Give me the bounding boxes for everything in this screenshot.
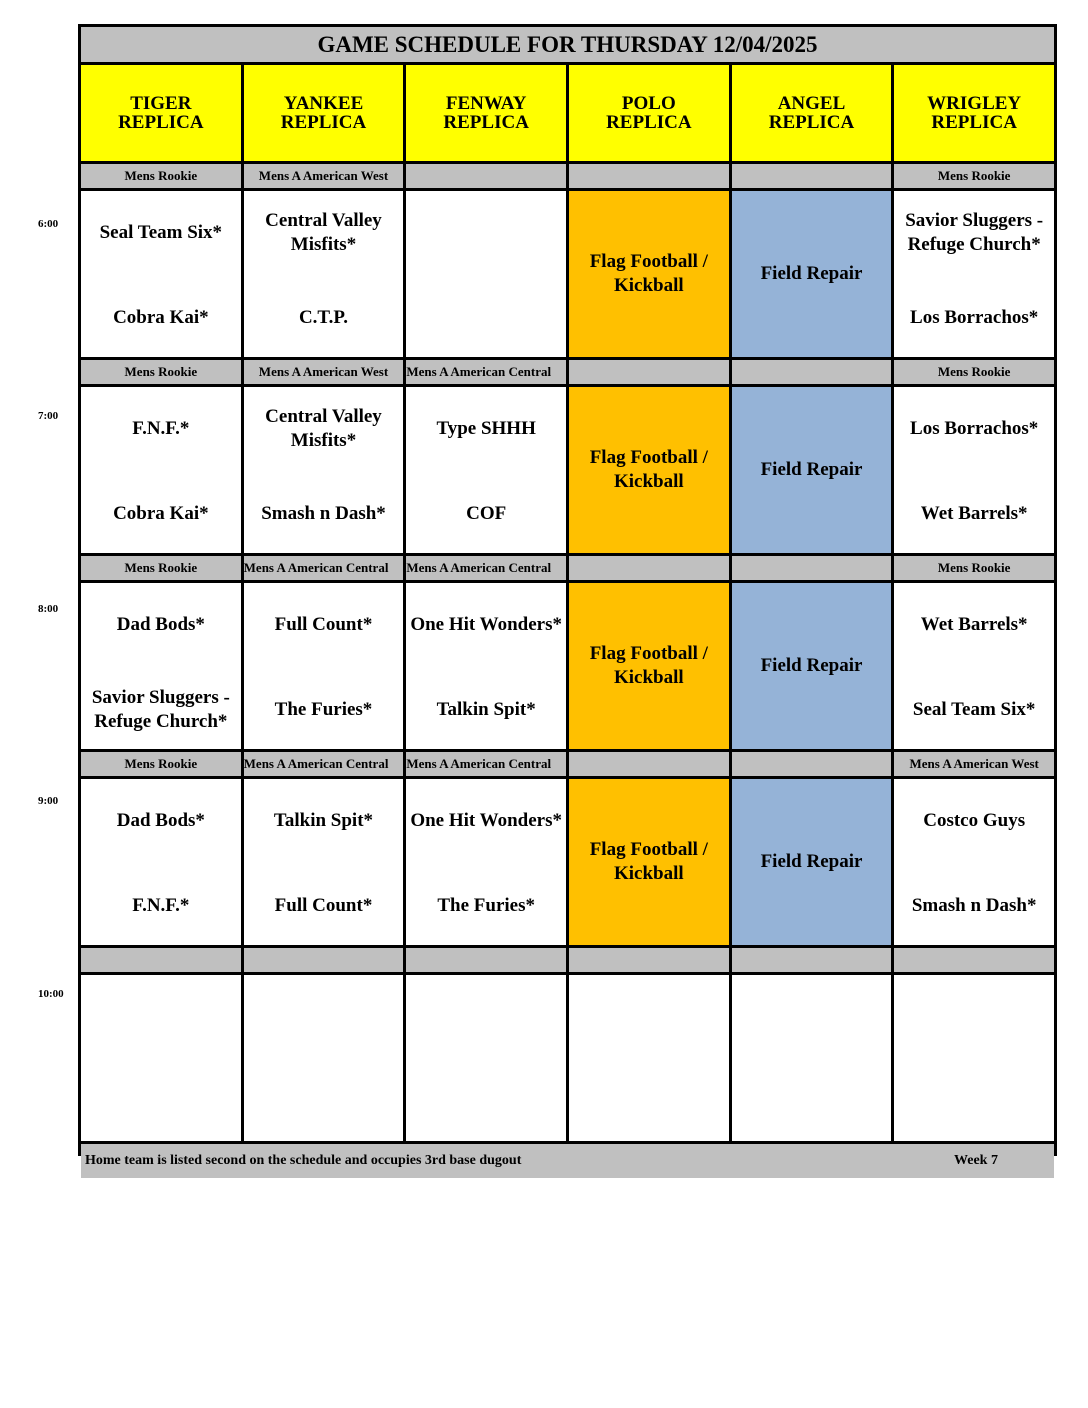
empty-game-cell xyxy=(81,975,241,1141)
field-subtitle: REPLICA xyxy=(768,112,855,133)
field-header-tiger xyxy=(81,65,241,161)
division-label: Mens A American West xyxy=(244,360,404,384)
division-label-empty xyxy=(81,948,241,972)
empty-game-cell xyxy=(406,975,566,1141)
home-team: Los Borrachos* xyxy=(910,306,1039,328)
field-header-polo xyxy=(569,65,729,161)
field-header-angel xyxy=(732,65,892,161)
field-header-wrigley xyxy=(894,65,1054,161)
division-label xyxy=(569,164,729,188)
field-subtitle: REPLICA xyxy=(606,112,692,133)
time-label: 7:00 xyxy=(38,410,59,422)
field-subtitle: REPLICA xyxy=(280,112,367,133)
away-team: One Hit Wonders* xyxy=(410,613,562,635)
division-label: Mens A American Central xyxy=(244,752,404,776)
division-label-empty xyxy=(244,948,404,972)
division-label xyxy=(732,556,892,580)
away-team: Seal Team Six* xyxy=(99,221,223,243)
game-cell xyxy=(244,583,404,749)
division-label: Mens A American Central xyxy=(406,360,566,384)
home-team xyxy=(406,290,566,346)
home-team: The Furies* xyxy=(274,698,373,720)
schedule-title: GAME SCHEDULE FOR THURSDAY 12/04/2025 xyxy=(81,27,1054,62)
game-cell xyxy=(894,779,1054,945)
away-team: Type SHHH xyxy=(436,417,536,439)
division-label: Mens Rookie xyxy=(81,164,241,188)
game-cell xyxy=(406,387,566,553)
game-cell xyxy=(244,387,404,553)
game-cell xyxy=(81,779,241,945)
division-label-empty xyxy=(569,948,729,972)
division-label: Mens A American West xyxy=(894,752,1054,776)
game-cell xyxy=(406,191,566,357)
schedule-table xyxy=(78,24,1057,1168)
division-label: Mens Rookie xyxy=(81,556,241,580)
field-name: TIGER xyxy=(130,93,192,114)
field-name: YANKEE xyxy=(283,93,364,114)
home-team: Cobra Kai* xyxy=(113,306,209,328)
home-team: Seal Team Six* xyxy=(912,698,1036,720)
division-label: Mens Rookie xyxy=(894,164,1054,188)
division-label xyxy=(732,164,892,188)
empty-game-cell xyxy=(569,975,729,1141)
home-team: Smash n Dash* xyxy=(261,502,386,524)
division-label xyxy=(569,556,729,580)
field-repair-block: Field Repair xyxy=(732,387,892,553)
field-name: ANGEL xyxy=(777,93,846,114)
away-team: Wet Barrels* xyxy=(920,613,1028,635)
empty-game-cell xyxy=(244,975,404,1141)
home-team: COF xyxy=(466,502,507,524)
division-label xyxy=(732,360,892,384)
game-cell xyxy=(894,583,1054,749)
division-label: Mens Rookie xyxy=(81,752,241,776)
division-label: Mens Rookie xyxy=(894,556,1054,580)
division-label xyxy=(732,752,892,776)
field-name: FENWAY xyxy=(445,93,527,114)
away-team: Costco Guys xyxy=(923,809,1026,831)
home-team: Cobra Kai* xyxy=(113,502,209,524)
field-subtitle: REPLICA xyxy=(118,112,204,133)
time-label: 6:00 xyxy=(38,218,59,230)
home-team: Wet Barrels* xyxy=(920,502,1028,524)
home-team: Savior Sluggers - Refuge Church* xyxy=(91,686,230,732)
footer xyxy=(81,1144,1054,1178)
division-label xyxy=(569,360,729,384)
flag-football-block: Flag Football / Kickball xyxy=(569,387,729,553)
game-cell xyxy=(81,583,241,749)
flag-football-block: Flag Football / Kickball xyxy=(569,191,729,357)
home-team-note: Home team is listed second on the schedule and occupies 3rd base dugout xyxy=(85,1153,522,1168)
game-cell xyxy=(81,191,241,357)
division-label-empty xyxy=(732,948,892,972)
game-cell xyxy=(244,191,404,357)
division-label: Mens A American Central xyxy=(406,752,566,776)
division-label: Mens Rookie xyxy=(81,360,241,384)
home-team: Talkin Spit* xyxy=(436,698,536,720)
division-label: Mens Rookie xyxy=(894,360,1054,384)
away-team: Full Count* xyxy=(274,613,373,635)
field-header-fenway xyxy=(406,65,566,161)
field-repair-block: Field Repair xyxy=(732,583,892,749)
away-team: Talkin Spit* xyxy=(273,809,374,831)
division-label: Mens A American West xyxy=(244,164,404,188)
game-cell xyxy=(406,779,566,945)
empty-game-cell xyxy=(894,975,1054,1141)
home-team: Smash n Dash* xyxy=(911,894,1037,916)
away-team: Dad Bods* xyxy=(116,613,205,635)
field-header-yankee xyxy=(244,65,404,161)
division-label-empty xyxy=(894,948,1054,972)
division-label xyxy=(406,164,566,188)
away-team xyxy=(406,205,566,261)
home-team: C.T.P. xyxy=(298,306,349,328)
game-cell xyxy=(81,387,241,553)
away-team: Los Borrachos* xyxy=(910,417,1039,439)
time-label: 8:00 xyxy=(38,603,59,615)
flag-football-block: Flag Football / Kickball xyxy=(569,779,729,945)
week-label: Week 7 xyxy=(954,1153,998,1168)
game-cell xyxy=(894,191,1054,357)
home-team: F.N.F.* xyxy=(132,894,190,916)
empty-game-cell xyxy=(732,975,892,1141)
field-name: WRIGLEY xyxy=(927,93,1022,114)
away-team: Central Valley Misfits* xyxy=(265,405,382,451)
away-team: Central Valley Misfits* xyxy=(265,209,382,255)
division-label: Mens A American Central xyxy=(406,556,566,580)
time-column xyxy=(0,0,78,1160)
time-label: 9:00 xyxy=(38,795,59,807)
home-team: Full Count* xyxy=(274,894,373,916)
time-label: 10:00 xyxy=(38,988,64,1000)
away-team: Dad Bods* xyxy=(116,809,205,831)
field-repair-block: Field Repair xyxy=(732,191,892,357)
away-team: F.N.F.* xyxy=(132,417,190,439)
division-label xyxy=(569,752,729,776)
division-label-empty xyxy=(406,948,566,972)
game-cell xyxy=(406,583,566,749)
field-subtitle: REPLICA xyxy=(443,112,529,133)
game-cell xyxy=(894,387,1054,553)
away-team: Savior Sluggers - Refuge Church* xyxy=(905,209,1044,255)
home-team: The Furies* xyxy=(437,894,535,916)
field-repair-block: Field Repair xyxy=(732,779,892,945)
game-cell xyxy=(244,779,404,945)
division-label: Mens A American Central xyxy=(244,556,404,580)
field-name: POLO xyxy=(621,93,676,114)
flag-football-block: Flag Football / Kickball xyxy=(569,583,729,749)
field-subtitle: REPLICA xyxy=(931,112,1017,133)
away-team: One Hit Wonders* xyxy=(410,809,562,831)
